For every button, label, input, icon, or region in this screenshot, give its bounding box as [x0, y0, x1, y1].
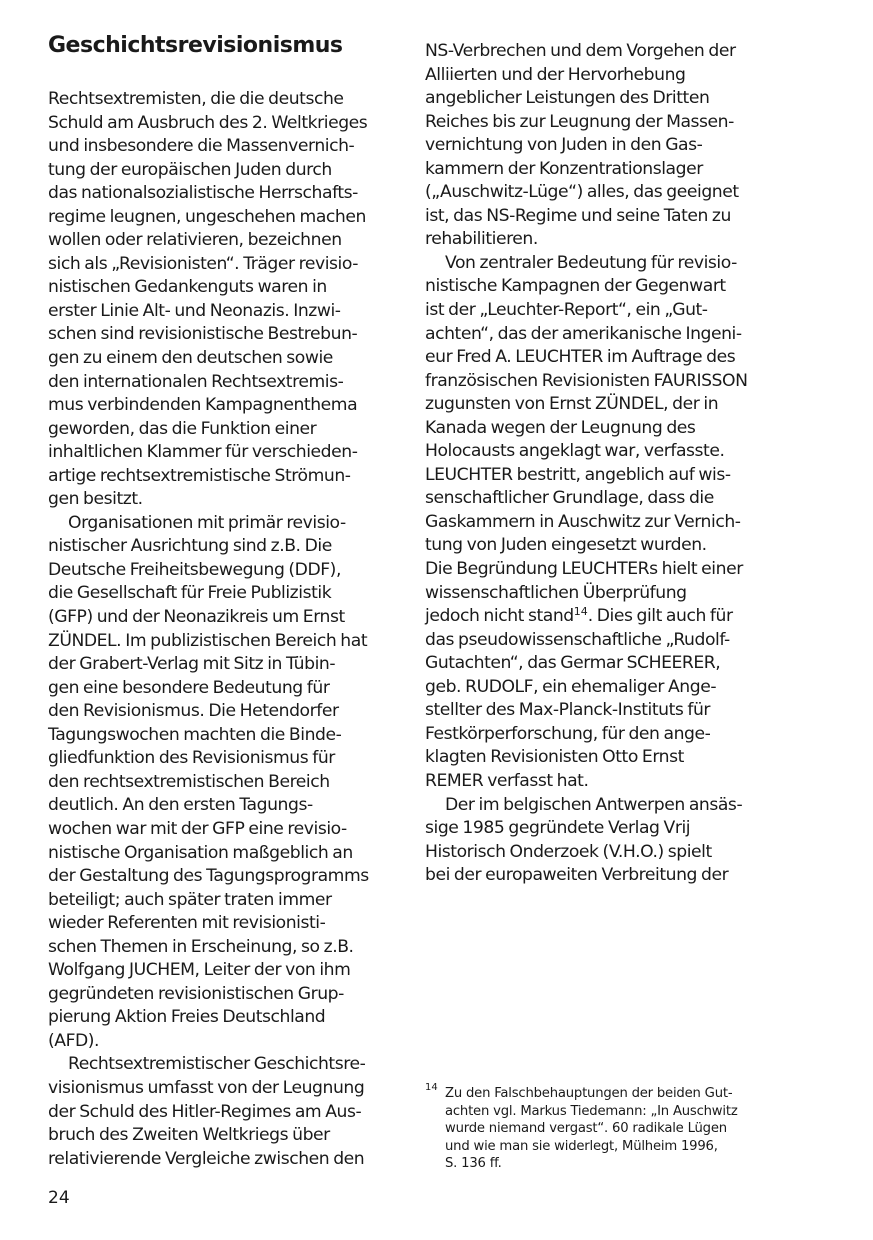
right-column-line — [425, 770, 775, 794]
line-text: angeblicher Leistungen des Dritten — [425, 88, 710, 109]
left-column-line — [48, 889, 398, 913]
right-column-line — [425, 40, 775, 64]
line-text: pierung Aktion Freies Deutschland — [48, 1007, 326, 1028]
line-text: Historisch Onderzoek (V.H.O.) spielt — [425, 841, 712, 862]
line-text: LEUCHTER bestritt, angeblich auf wis- — [425, 464, 731, 485]
line-text: relativierende Vergleiche zwischen den — [48, 1148, 365, 1169]
line-text: eur Fred A. LEUCHTER im Auftrage des — [425, 347, 736, 368]
left-column-line — [48, 559, 398, 583]
line-text: bei der europaweiten Verbreitung der — [425, 865, 729, 886]
line-text: Der im belgischen Antwerpen ansäs- — [445, 794, 743, 815]
line-text: NS-Verbrechen und dem Vorgehen der — [425, 41, 736, 61]
left-column-line — [48, 535, 398, 559]
line-text: die Gesellschaft für Freie Publizistik — [48, 583, 332, 604]
left-column-line — [48, 582, 398, 606]
line-text: vernichtung von Juden in den Gas- — [425, 135, 703, 156]
line-text: Holocausts angeklagt war, verfasste. — [425, 441, 725, 462]
line-text: gen besitzt. — [48, 489, 143, 510]
line-text: und insbesondere die Massenvernich- — [48, 136, 355, 157]
line-text: nistischer Ausrichtung sind z.B. Die — [48, 536, 332, 557]
left-column-line — [48, 206, 398, 230]
left-column-line — [48, 323, 398, 347]
right-column-line — [425, 64, 775, 88]
left-column-line — [48, 677, 398, 701]
left-column-line — [48, 88, 398, 112]
line-text: der Grabert-Verlag mit Sitz in Tübin- — [48, 654, 336, 675]
line-text: der Gestaltung des Tagungsprogramms — [48, 866, 369, 887]
line-text: Rechtsextremisten, die die deutsche — [48, 89, 344, 109]
line-text: den rechtsextremistischen Bereich — [48, 771, 330, 792]
left-column-line — [48, 912, 398, 936]
line-text: ZÜNDEL. Im publizistischen Bereich hat — [48, 630, 368, 651]
left-column-line — [48, 276, 398, 300]
line-text: regime leugnen, ungeschehen machen — [48, 206, 366, 227]
line-text: stellter des Max-Planck-Instituts für — [425, 700, 711, 721]
line-text: tung von Juden eingesetzt wurden. — [425, 535, 707, 556]
line-text: beteiligt; auch später traten immer — [48, 889, 332, 910]
line-text: jedoch nicht stand — [425, 606, 574, 627]
line-text: inhaltlichen Klammer für verschieden- — [48, 442, 358, 463]
line-text: Tagungswochen machten die Binde- — [48, 724, 342, 745]
line-text: wissenschaftlichen Überprüfung — [425, 582, 687, 603]
line-text: Die Begründung LEUCHTERs hielt einer — [425, 559, 743, 580]
left-column-line — [48, 700, 398, 724]
right-column-line — [425, 817, 775, 841]
left-column-line — [48, 1077, 398, 1101]
left-column-line — [48, 818, 398, 842]
left-column-line — [48, 347, 398, 371]
right-column-line — [425, 558, 775, 582]
left-column-line — [48, 371, 398, 395]
line-text: Alliierten und der Hervorhebung — [425, 64, 686, 85]
right-column-line — [425, 346, 775, 370]
line-text: bruch des Zweiten Weltkriegs über — [48, 1125, 330, 1146]
left-column-line — [48, 1006, 398, 1030]
right-column-line — [425, 111, 775, 135]
line-text: senschaftlicher Grundlage, dass die — [425, 488, 714, 509]
line-text: schen Themen in Erscheinung, so z.B. — [48, 936, 354, 957]
right-column-line — [425, 417, 775, 441]
line-text: sich als „Revisionisten“. Träger revisio- — [48, 253, 359, 274]
line-text: den internationalen Rechtsextremis- — [48, 371, 344, 392]
left-column-line — [48, 936, 398, 960]
left-column-line — [48, 512, 398, 536]
left-column-line — [48, 842, 398, 866]
footnote-reference[interactable]: 14 — [573, 605, 588, 619]
footnote-line: Zu den Falschbehauptungen der beiden Gut- — [445, 1086, 733, 1101]
line-text: artige rechtsextremistische Strömun- — [48, 465, 351, 486]
line-text: wieder Referenten mit revisionisti- — [48, 913, 326, 934]
left-column-line — [48, 794, 398, 818]
right-column-line — [425, 841, 775, 865]
left-column-line — [48, 1124, 398, 1148]
line-text: geworden, das die Funktion einer — [48, 418, 317, 439]
left-column-line — [48, 159, 398, 183]
line-text: Gaskammern in Auschwitz zur Vernich- — [425, 511, 741, 532]
left-column-line — [48, 771, 398, 795]
line-text: nistischen Gedankenguts waren in — [48, 277, 327, 298]
right-column-line — [425, 205, 775, 229]
line-text: gen eine besondere Bedeutung für — [48, 677, 330, 698]
line-text-continuation: . Dies gilt auch für — [587, 606, 733, 627]
line-text: das nationalsozialistische Herrschafts- — [48, 183, 358, 204]
line-text: Festkörperforschung, für den ange- — [425, 723, 711, 744]
left-column-line — [48, 1030, 398, 1054]
left-column-line — [48, 747, 398, 771]
footnote-line: S. 136 ff. — [445, 1156, 502, 1171]
left-column-line — [48, 253, 398, 277]
left-column-line — [48, 653, 398, 677]
line-text: deutlich. An den ersten Tagungs- — [48, 795, 313, 816]
footnote-line: achten vgl. Markus Tiedemann: „In Auschwitz — [445, 1103, 738, 1119]
line-text: französischen Revisionisten FAURISSON — [425, 370, 748, 391]
line-text: nistische Kampagnen der Gegenwart — [425, 276, 726, 297]
left-column-line — [48, 135, 398, 159]
right-column-line — [425, 582, 775, 606]
left-column-line — [48, 441, 398, 465]
right-column-line — [425, 87, 775, 111]
line-text: (GFP) und der Neonazikreis um Ernst — [48, 607, 345, 628]
line-text: wollen oder relativieren, bezeichnen — [48, 230, 342, 251]
right-column-line — [425, 134, 775, 158]
right-column-line — [425, 652, 775, 676]
right-column-line — [425, 323, 775, 347]
line-text: mus verbindenden Kampagnenthema — [48, 395, 358, 416]
page-number: 24 — [48, 1188, 70, 1208]
left-column-line — [48, 630, 398, 654]
line-text: geb. RUDOLF, ein ehemaliger Ange- — [425, 676, 717, 697]
line-text: („Auschwitz-Lüge“) alles, das geeignet — [425, 182, 739, 203]
right-column-line — [425, 511, 775, 535]
right-column-line — [425, 181, 775, 205]
left-column-line — [48, 1053, 398, 1077]
left-text-column — [48, 88, 398, 1171]
line-text: visionismus umfasst von der Leugnung — [48, 1077, 365, 1098]
line-text: sige 1985 gegründete Verlag Vrij — [425, 818, 691, 839]
line-text: das pseudowissenschaftliche „Rudolf- — [425, 629, 730, 650]
line-text: gen zu einem den deutschen sowie — [48, 348, 333, 369]
line-text: gegründeten revisionistischen Grup- — [48, 983, 344, 1004]
line-text: (AFD). — [48, 1030, 100, 1051]
line-text: rehabilitieren. — [425, 229, 538, 250]
section-heading: Geschichtsrevisionismus — [48, 33, 343, 58]
right-column-line — [425, 746, 775, 770]
line-text: ist der „Leuchter-Report“, ein „Gut- — [425, 300, 708, 321]
line-text: nistische Organisation maßgeblich an — [48, 842, 353, 863]
line-text: klagten Revisionisten Otto Ernst — [425, 747, 684, 768]
left-column-line — [48, 865, 398, 889]
left-column-line — [48, 418, 398, 442]
footnote-line: und wie man sie widerlegt, Mülheim 1996, — [445, 1138, 718, 1154]
left-column-line — [48, 182, 398, 206]
right-column-line — [425, 228, 775, 252]
line-text: Kanada wegen der Leugnung des — [425, 417, 696, 438]
line-text: tung der europäischen Juden durch — [48, 159, 332, 180]
left-column-line — [48, 959, 398, 983]
line-text: erster Linie Alt- und Neonazis. Inzwi- — [48, 300, 341, 321]
line-text: ist, das NS-Regime und seine Taten zu — [425, 205, 731, 226]
left-column-line — [48, 488, 398, 512]
left-column-line — [48, 1101, 398, 1125]
footnote-marker: 14 — [425, 1082, 438, 1093]
right-column-line — [425, 464, 775, 488]
right-column-line — [425, 440, 775, 464]
line-text: der Schuld des Hitler-Regimes am Aus- — [48, 1101, 362, 1122]
right-column-line — [425, 158, 775, 182]
right-column-line — [425, 629, 775, 653]
left-column-line — [48, 394, 398, 418]
line-text: zugunsten von Ernst ZÜNDEL, der in — [425, 394, 719, 415]
right-text-column — [425, 40, 775, 888]
right-column-line — [425, 794, 775, 818]
line-text: Schuld am Ausbruch des 2. Weltkrieges — [48, 112, 368, 133]
right-column-line — [425, 275, 775, 299]
right-column-line — [425, 393, 775, 417]
line-text: Rechtsextremistischer Geschichtsre- — [68, 1054, 366, 1075]
left-column-line — [48, 112, 398, 136]
line-text: gliedfunktion des Revisionismus für — [48, 748, 335, 769]
line-text: REMER verfasst hat. — [425, 770, 589, 791]
left-column-line — [48, 1148, 398, 1172]
footnote — [425, 1082, 785, 1173]
line-text: kammern der Konzentrationslager — [425, 158, 703, 179]
line-text: Organisationen mit primär revisio- — [68, 512, 346, 533]
right-column-line — [425, 605, 775, 629]
line-text: Von zentraler Bedeutung für revisio- — [445, 252, 737, 273]
left-column-line — [48, 300, 398, 324]
line-text: Gutachten“, das Germar SCHEERER, — [425, 653, 721, 674]
line-text: achten“, das der amerikanische Ingeni- — [425, 323, 742, 344]
left-column-line — [48, 724, 398, 748]
right-column-line — [425, 299, 775, 323]
right-column-line — [425, 534, 775, 558]
right-column-line — [425, 252, 775, 276]
line-text: wochen war mit der GFP eine revisio- — [48, 818, 347, 839]
left-column-line — [48, 465, 398, 489]
footnote-line: wurde niemand vergast“. 60 radikale Lügen — [445, 1121, 727, 1136]
right-column-line — [425, 487, 775, 511]
line-text: schen sind revisionistische Bestrebun- — [48, 324, 358, 345]
right-column-line — [425, 723, 775, 747]
right-column-line — [425, 864, 775, 888]
line-text: den Revisionismus. Die Hetendorfer — [48, 701, 339, 722]
left-column-line — [48, 983, 398, 1007]
right-column-line — [425, 699, 775, 723]
line-text: Reiches bis zur Leugnung der Massen- — [425, 111, 734, 132]
line-text: Wolfgang JUCHEM, Leiter der von ihm — [48, 960, 351, 981]
left-column-line — [48, 606, 398, 630]
left-column-line — [48, 229, 398, 253]
line-text: Deutsche Freiheitsbewegung (DDF), — [48, 559, 341, 580]
right-column-line — [425, 370, 775, 394]
right-column-line — [425, 676, 775, 700]
